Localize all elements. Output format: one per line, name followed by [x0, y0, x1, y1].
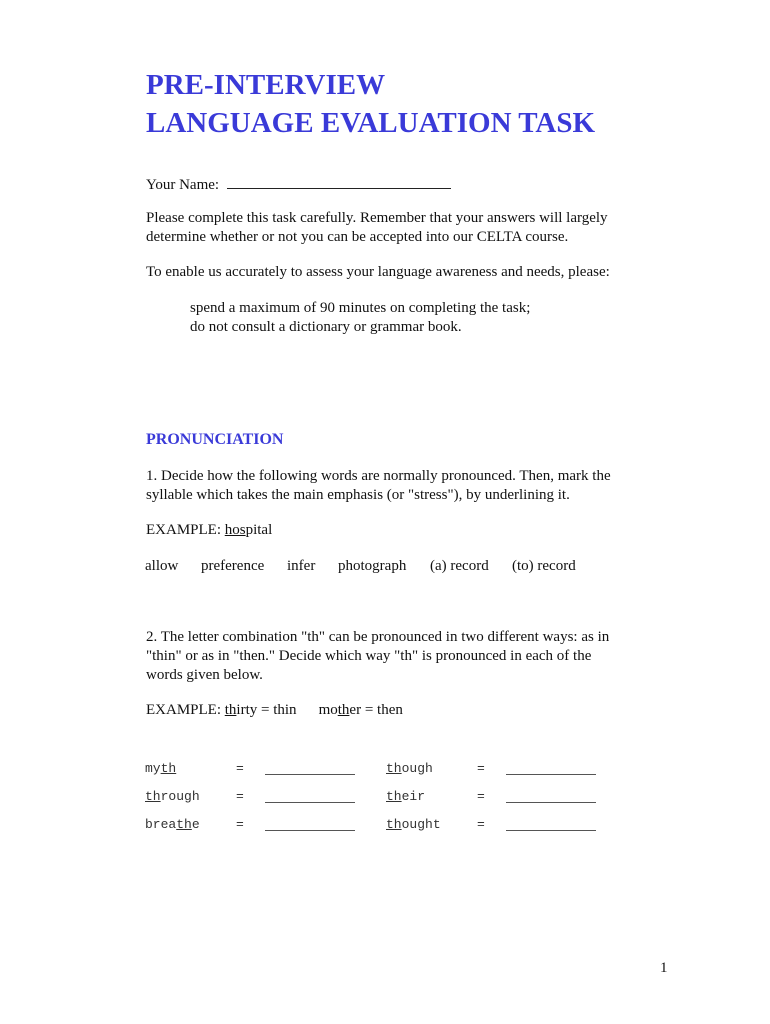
equals-sign: = — [477, 789, 485, 804]
instruction-item-2: do not consult a dictionary or grammar book. — [190, 319, 462, 335]
question-1-line-1: 1. Decide how the following words are normally pronounced. Then, mark the — [146, 468, 611, 484]
th-row — [0, 817, 770, 837]
instruction-item-1: spend a maximum of 90 minutes on completing the task; — [190, 300, 531, 316]
equals-sign: = — [477, 761, 485, 776]
th-word: through — [145, 789, 200, 804]
answer-blank[interactable] — [506, 761, 596, 775]
th-word: though — [386, 761, 433, 776]
equals-sign: = — [477, 817, 485, 832]
title-line-1: PRE-INTERVIEW — [146, 69, 386, 101]
example-2: EXAMPLE: thirty = thin mother = then — [146, 702, 403, 718]
answer-blank[interactable] — [265, 789, 355, 803]
name-field[interactable] — [227, 174, 451, 189]
th-row — [0, 761, 770, 781]
word-item[interactable]: allow — [145, 558, 179, 574]
answer-blank[interactable] — [506, 789, 596, 803]
intro-paragraph-2: To enable us accurately to assess your language awareness and needs, please: — [146, 264, 610, 280]
answer-blank[interactable] — [506, 817, 596, 831]
word-item[interactable]: (to) record — [512, 558, 576, 574]
question-2-line-1: 2. The letter combination "th" can be pronounced in two different ways: as in — [146, 629, 610, 645]
answer-blank[interactable] — [265, 817, 355, 831]
th-word: breathe — [145, 817, 200, 832]
th-word: thought — [386, 817, 441, 832]
title-line-2: LANGUAGE EVALUATION TASK — [146, 107, 596, 139]
page-number: 1 — [660, 960, 668, 976]
question-1-line-2: syllable which takes the main emphasis (or "stress"), by underlining it. — [146, 487, 570, 503]
page-title — [146, 66, 595, 142]
example-1: EXAMPLE: hospital — [146, 522, 273, 538]
th-row — [0, 789, 770, 809]
word-item[interactable]: preference — [201, 558, 265, 574]
question-2-line-3: words given below. — [146, 667, 263, 683]
th-word: myth — [145, 761, 177, 776]
word-item[interactable]: photograph — [338, 558, 407, 574]
intro-paragraph-1-line-1: Please complete this task carefully. Remember that your answers will largely — [146, 210, 608, 226]
word-item[interactable]: (a) record — [430, 558, 489, 574]
stressed-syllable: hos — [224, 522, 246, 538]
word-item[interactable]: infer — [287, 558, 316, 574]
name-label: Your Name: — [146, 177, 220, 193]
section-heading-pronunciation: PRONUNCIATION — [146, 431, 284, 448]
th-word: their — [386, 789, 426, 804]
equals-sign: = — [236, 817, 244, 832]
name-row — [146, 174, 451, 195]
intro-paragraph-1-line-2: determine whether or not you can be accepted into our CELTA course. — [146, 229, 569, 245]
question-2-line-2: "thin" or as in "then." Decide which way "th" is pronounced in each of the — [146, 648, 592, 664]
answer-blank[interactable] — [265, 761, 355, 775]
equals-sign: = — [236, 789, 244, 804]
equals-sign: = — [236, 761, 244, 776]
